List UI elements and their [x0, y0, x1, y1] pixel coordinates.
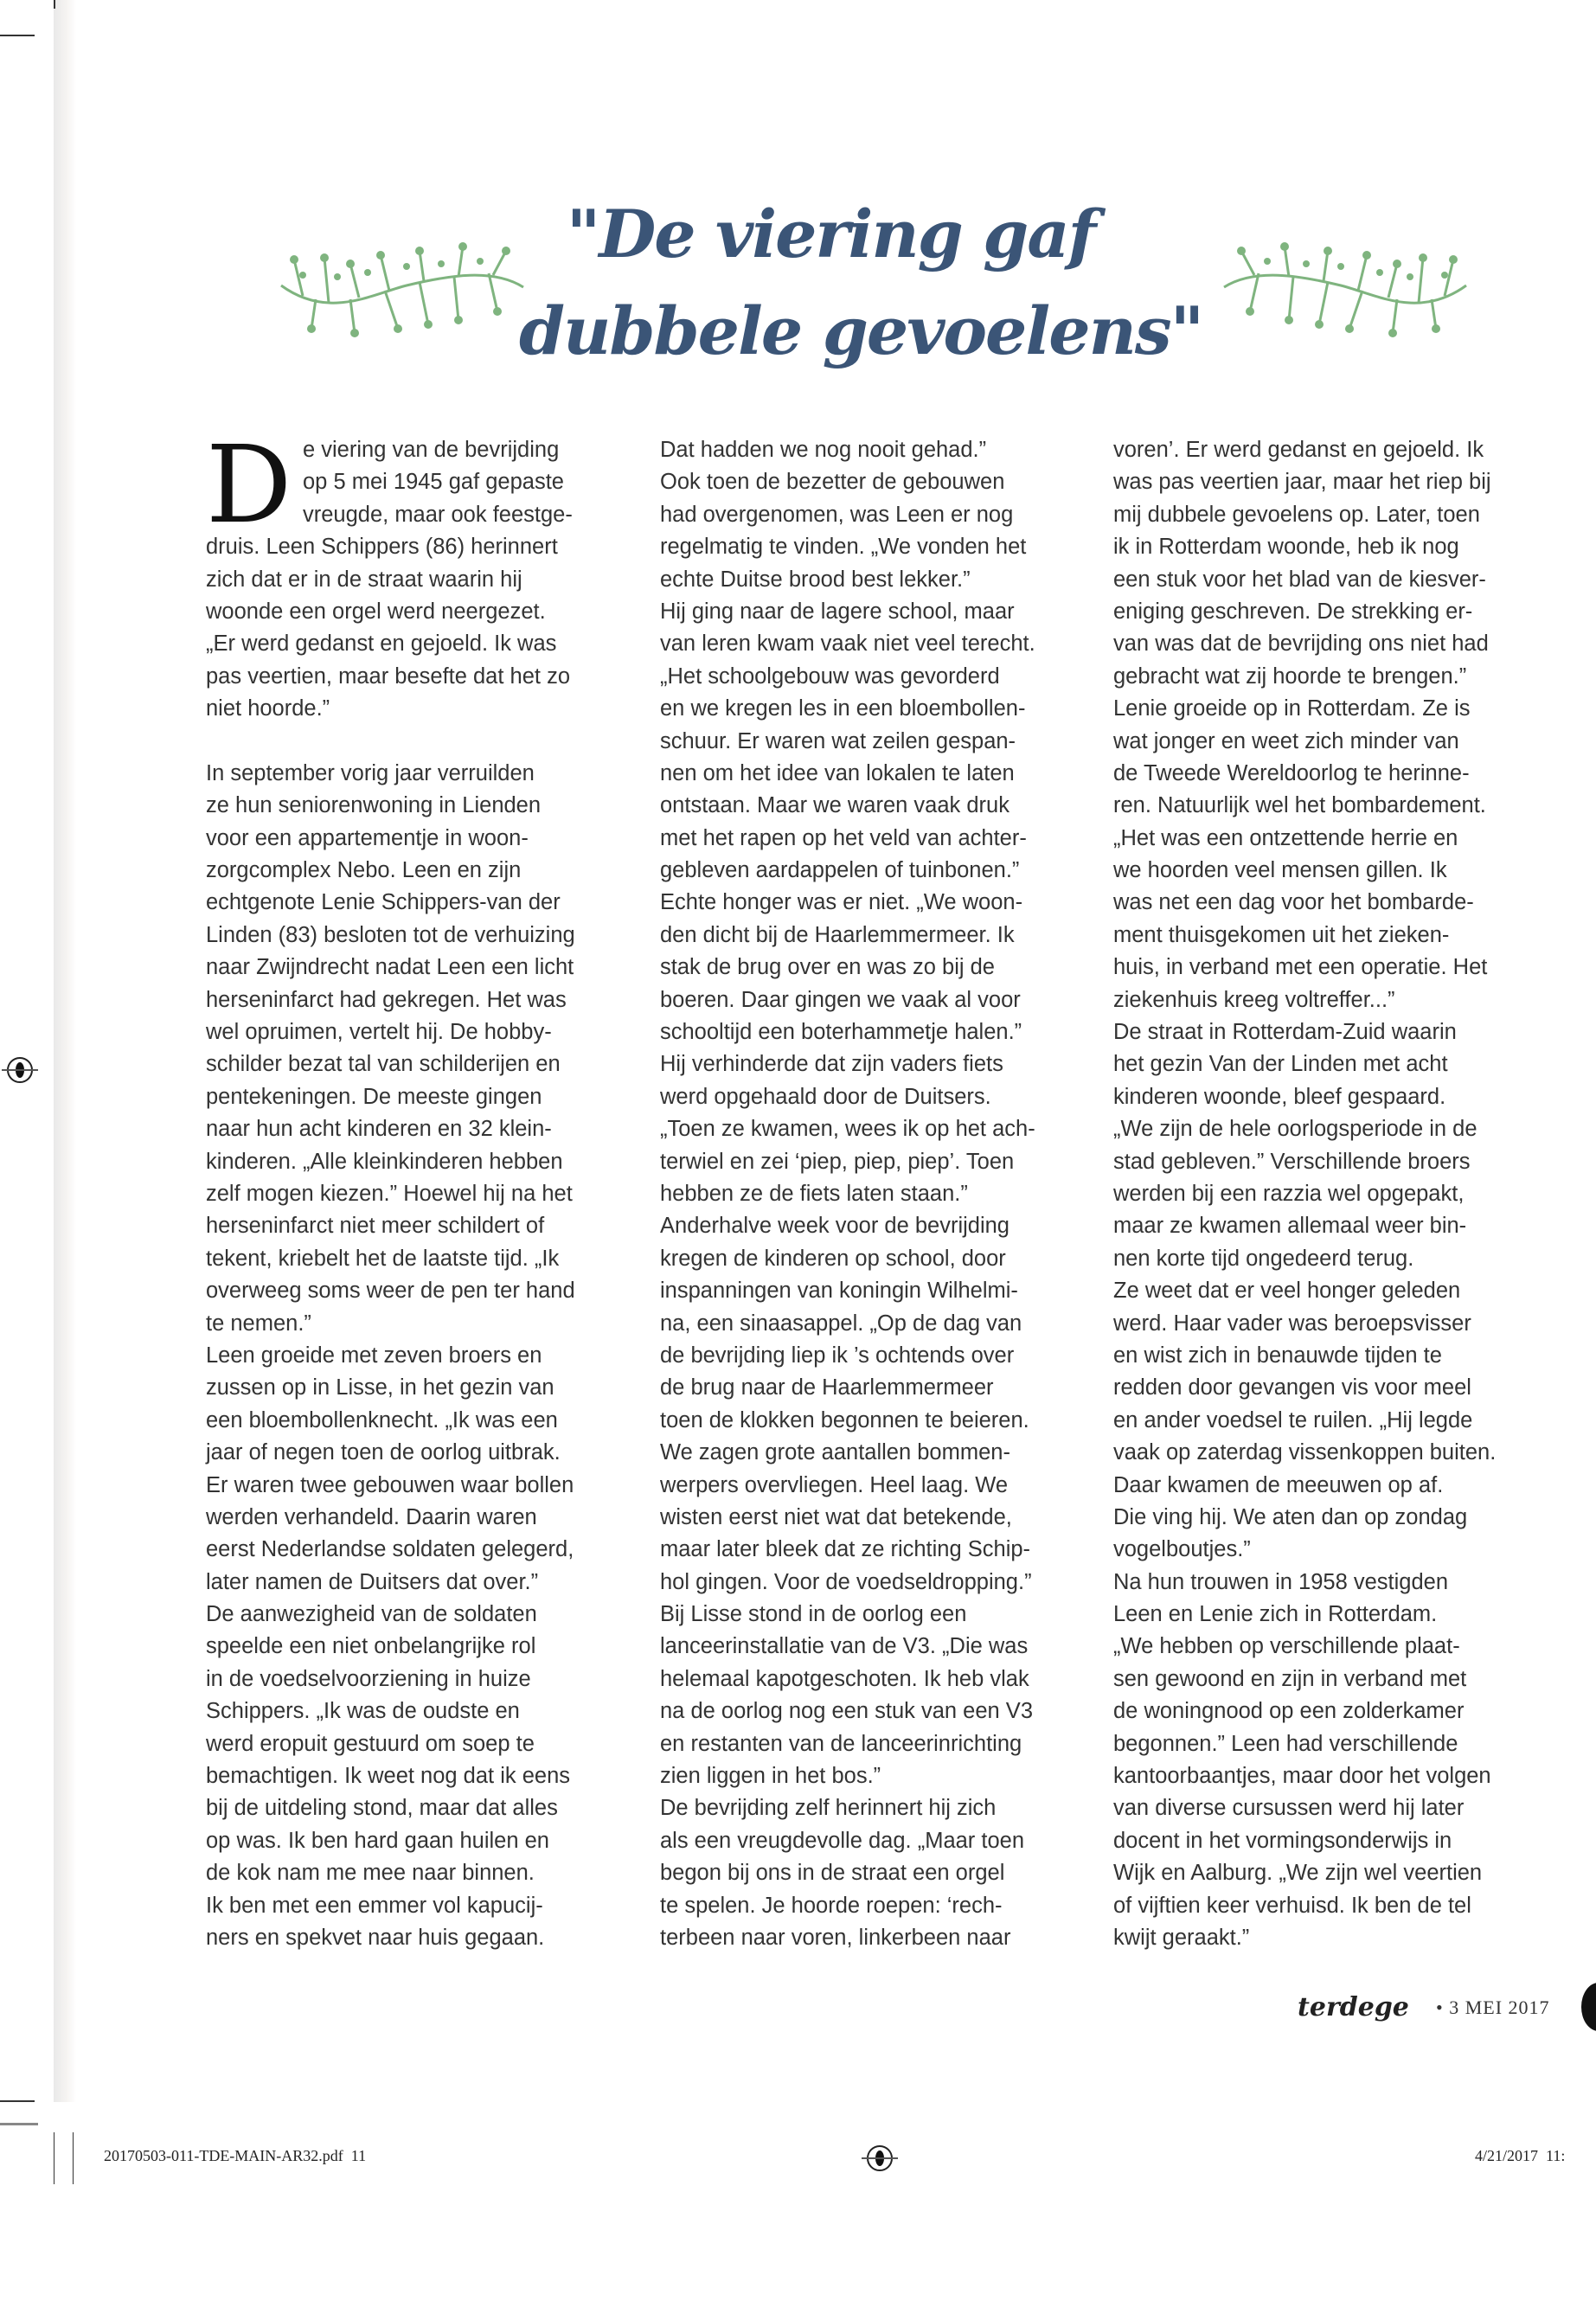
- text-line: Hij verhinderde dat zijn vaders fiets: [660, 1052, 1003, 1077]
- text-line: voor een appartementje in woon-: [206, 825, 529, 850]
- text-line: huis, in verband met een operatie. Het: [1113, 955, 1488, 980]
- text-line: „Het schoolgebouw was gevorderd: [660, 663, 1000, 689]
- text-line: werd. Haar vader was beroepsvisser: [1113, 1311, 1471, 1336]
- text-line: [206, 726, 638, 758]
- article-column-2: [660, 434, 1093, 1954]
- text-line: ren. Natuurlijk wel het bombardement.: [1113, 793, 1486, 818]
- text-line: Bij Lisse stond in de oorlog een: [660, 1602, 967, 1627]
- text-line: de woningnood op een zolderkamer: [1113, 1699, 1465, 1724]
- text-line: te spelen. Je hoorde roepen: ‘rech-: [660, 1893, 1003, 1918]
- registration-mark-icon: [7, 1057, 33, 1083]
- text-line: ners en spekvet naar huis gegaan.: [206, 1925, 545, 1950]
- drop-cap: D: [206, 423, 292, 548]
- text-line: Linden (83) besloten tot de verhuizing: [206, 922, 575, 947]
- text-line: we hoorden veel mensen gillen. Ik: [1113, 858, 1447, 883]
- text-line: jaar of negen toen de oorlog uitbrak.: [206, 1440, 561, 1465]
- crop-mark: [0, 2123, 38, 2125]
- text-line: zussen op in Lisse, in het gezin van: [206, 1375, 554, 1400]
- text-line: en wist zich in benauwde tijden te: [1113, 1343, 1442, 1368]
- text-line: schilder bezat tal van schilderijen en: [206, 1052, 561, 1077]
- text-line: op 5 mei 1945 gaf gepaste: [303, 470, 564, 495]
- text-line: van leren kwam vaak niet veel terecht.: [660, 631, 1035, 657]
- text-line: maar later bleek dat ze richting Schip-: [660, 1537, 1031, 1562]
- vine-ornament-left-icon: [277, 242, 528, 337]
- text-line: De bevrijding zelf herinnert hij zich: [660, 1796, 997, 1821]
- text-line: een bloembollenknecht. „Ik was een: [206, 1407, 558, 1433]
- crop-mark: [0, 2100, 35, 2102]
- crop-mark: [0, 35, 35, 36]
- text-line: van diverse cursussen werd hij later: [1113, 1796, 1465, 1821]
- text-line: werden verhandeld. Daarin waren: [206, 1504, 537, 1529]
- text-line: begonnen.” Leen had verschillende: [1113, 1731, 1458, 1756]
- text-line: Ze weet dat er veel honger geleden: [1113, 1279, 1461, 1304]
- text-line: vreugde, maar ook feestge-: [303, 502, 573, 527]
- text-line: na, een sinaasappel. „Op de dag van: [660, 1311, 1022, 1336]
- text-line: „We hebben op verschillende plaat-: [1113, 1634, 1460, 1659]
- text-line: zelf mogen kiezen.” Hoewel hij na het: [206, 1181, 573, 1206]
- text-line: kinderen. „Alle kleinkinderen hebben: [206, 1149, 563, 1174]
- text-line: nen om het idee van lokalen te laten: [660, 760, 1015, 785]
- text-line: vogelboutjes.”: [1113, 1537, 1251, 1562]
- text-line: Schippers. „Ik was de oudste en: [206, 1699, 520, 1724]
- text-line: gebracht wat zij hoorde te brengen.”: [1113, 663, 1467, 689]
- text-line: en we kregen les in een bloembollen-: [660, 696, 1026, 721]
- text-line: naar Zwijndrecht nadat Leen een licht: [206, 955, 574, 980]
- article-column-1: [206, 423, 638, 1954]
- text-line: kantoorbaantjes, maar door het volgen: [1113, 1764, 1491, 1789]
- text-line: en restanten van de lanceerinrichting: [660, 1731, 1022, 1756]
- text-line: met het rapen op het veld van achter-: [660, 825, 1027, 850]
- text-line: voren’. Er werd gedanst en gejoeld. Ik: [1113, 438, 1484, 462]
- text-line: eerst Nederlandse soldaten gelegerd,: [206, 1537, 574, 1562]
- crop-mark: [54, 0, 55, 9]
- text-line: Die ving hij. We aten dan op zondag: [1113, 1504, 1468, 1529]
- text-line: stak de brug over en was zo bij de: [660, 955, 995, 980]
- text-line: Dat hadden we nog nooit gehad.”: [660, 438, 987, 462]
- text-line: sen gewoond en zijn in verband met: [1113, 1666, 1467, 1691]
- text-line: Ook toen de bezetter de gebouwen: [660, 470, 1005, 495]
- text-line: als een vreugdevolle dag. „Maar toen: [660, 1828, 1025, 1853]
- registration-mark-icon: [867, 2145, 893, 2171]
- text-line: In september vorig jaar verruilden: [206, 760, 535, 785]
- text-line: na de oorlog nog een stuk van een V3: [660, 1699, 1033, 1724]
- text-line: ik in Rotterdam woonde, heb ik nog: [1113, 535, 1459, 560]
- text-line: de brug naar de Haarlemmermeer: [660, 1375, 994, 1400]
- text-line: eniging geschreven. De strekking er-: [1113, 599, 1473, 624]
- text-line: kregen de kinderen op school, door: [660, 1246, 1006, 1271]
- text-line: regelmatig te vinden. „We vonden het: [660, 535, 1027, 560]
- text-line: was net een dag voor het bombarde-: [1113, 890, 1474, 915]
- text-line: terbeen naar voren, linkerbeen naar: [660, 1925, 1011, 1950]
- text-line: Ik ben met een emmer vol kapucij-: [206, 1893, 543, 1918]
- crop-mark: [73, 2132, 74, 2184]
- text-line: toen de klokken begonnen te beieren.: [660, 1407, 1029, 1433]
- text-line: boeren. Daar gingen we vaak al voor: [660, 987, 1021, 1012]
- text-line: lanceerinstallatie van de V3. „Die was: [660, 1634, 1029, 1659]
- text-line: schuur. Er waren wat zeilen gespan-: [660, 728, 1016, 753]
- text-line: docent in het vormingsonderwijs in: [1113, 1828, 1452, 1853]
- text-line: ze hun seniorenwoning in Lienden: [206, 793, 542, 818]
- text-line: en ander voedsel te ruilen. „Hij legde: [1113, 1407, 1473, 1433]
- text-line: kinderen woonde, bleef gespaard.: [1113, 1084, 1446, 1109]
- text-line: bij de uitdeling stond, maar dat alles: [206, 1796, 558, 1821]
- text-line: later namen de Duitsers dat over.”: [206, 1569, 539, 1594]
- text-line: het gezin Van der Linden met acht: [1113, 1052, 1448, 1077]
- text-line: zien liggen in het bos.”: [660, 1764, 881, 1789]
- article-column-3: [1113, 434, 1546, 1954]
- text-line: Lenie groeide op in Rotterdam. Ze is: [1113, 696, 1471, 721]
- vine-ornament-right-icon: [1220, 242, 1471, 337]
- text-line: „Er werd gedanst en gejoeld. Ik was: [206, 631, 557, 657]
- text-line: wat jonger en weet zich minder van: [1113, 728, 1459, 753]
- text-line: herseninfarct niet meer schildert of: [206, 1214, 545, 1239]
- text-line: herseninfarct had gekregen. Het was: [206, 987, 567, 1012]
- text-line: inspanningen van koningin Wilhelmi-: [660, 1279, 1018, 1304]
- text-line: schooltijd een boterhammetje halen.”: [660, 1020, 1022, 1045]
- title-line-1: "De viering gaf: [566, 195, 1095, 272]
- page-number-badge: [1581, 1983, 1596, 2031]
- print-slug-filename: 20170503-011-TDE-MAIN-AR32.pdf 11: [104, 2147, 367, 2164]
- text-line: Anderhalve week voor de bevrijding: [660, 1214, 1010, 1239]
- text-line: echte Duitse brood best lekker.”: [660, 567, 971, 592]
- text-line: of vijftien keer verhuisd. Ik ben de tel: [1113, 1893, 1471, 1918]
- text-line: „Toen ze kwamen, wees ik op het ach-: [660, 1117, 1035, 1142]
- print-slug-timestamp: 4/21/2017 11:: [1475, 2147, 1566, 2164]
- text-line: werden bij een razzia wel opgepakt,: [1113, 1181, 1465, 1206]
- text-line: den dicht bij de Haarlemmermeer. Ik: [660, 922, 1015, 947]
- text-line: te nemen.”: [206, 1311, 311, 1336]
- text-line: Echte honger was er niet. „We woon-: [660, 890, 1023, 915]
- text-line: ment thuisgekomen uit het zieken-: [1113, 922, 1450, 947]
- text-line: werd opgehaald door de Duitsers.: [660, 1084, 991, 1109]
- text-line: hebben ze de fiets laten staan.”: [660, 1181, 968, 1206]
- text-line: de kok nam me mee naar binnen.: [206, 1861, 535, 1886]
- text-line: hol gingen. Voor de voedseldropping.”: [660, 1569, 1032, 1594]
- text-line: bemachtigen. Ik weet nog dat ik eens: [206, 1764, 571, 1789]
- text-line: ziekenhuis kreeg voltreffer...”: [1113, 987, 1395, 1012]
- text-line: „We zijn de hele oorlogsperiode in de: [1113, 1117, 1477, 1142]
- text-line: werd eropuit gestuurd om soep te: [206, 1731, 535, 1756]
- text-line: „Het was een ontzettende herrie en: [1113, 825, 1458, 850]
- page-edge-shadow: [54, 0, 76, 2102]
- text-line: niet hoorde.”: [206, 696, 330, 721]
- text-line: gebleven aardappelen of tuinbonen.”: [660, 858, 1020, 883]
- text-line: Wijk en Aalburg. „We zijn wel veertien: [1113, 1861, 1483, 1886]
- title-line-2: dubbele gevoelens": [519, 292, 1203, 369]
- text-line: wisten eerst niet wat dat betekende,: [660, 1504, 1012, 1529]
- text-line: vaak op zaterdag vissenkoppen buiten.: [1113, 1440, 1497, 1465]
- footer-separator: •: [1436, 1997, 1444, 2018]
- text-line: ontstaan. Maar we waren vaak druk: [660, 793, 1010, 818]
- text-line: De straat in Rotterdam-Zuid waarin: [1113, 1020, 1457, 1045]
- text-line: de Tweede Wereldoorlog te herinne-: [1113, 760, 1470, 785]
- issue-date-text: 3 MEI 2017: [1449, 1997, 1550, 2018]
- text-line: van was dat de bevrijding ons niet had: [1113, 631, 1489, 657]
- text-line: Na hun trouwen in 1958 vestigden: [1113, 1569, 1449, 1594]
- text-line: mij dubbele gevoelens op. Later, toen: [1113, 502, 1480, 527]
- text-line: Leen groeide met zeven broers en: [206, 1343, 542, 1368]
- text-line: Er waren twee gebouwen waar bollen: [206, 1472, 574, 1497]
- text-line: tekent, kriebelt het de laatste tijd. „Ik: [206, 1246, 560, 1271]
- text-line: terwiel en zei ‘piep, piep, piep’. Toen: [660, 1149, 1015, 1174]
- text-line: redden door gevangen vis voor meel: [1113, 1375, 1471, 1400]
- text-line: begon bij ons in de straat een orgel: [660, 1861, 1005, 1886]
- text-line: We zagen grote aantallen bommen-: [660, 1440, 1010, 1465]
- text-line: overweeg soms weer de pen ter hand: [206, 1279, 575, 1304]
- text-line: echtgenote Lenie Schippers-van der: [206, 890, 561, 915]
- text-line: de bevrijding liep ik ’s ochtends over: [660, 1343, 1015, 1368]
- text-line: zorgcomplex Nebo. Leen en zijn: [206, 858, 522, 883]
- text-line: Leen en Lenie zich in Rotterdam.: [1113, 1602, 1438, 1627]
- text-line: Hij ging naar de lagere school, maar: [660, 599, 1015, 624]
- text-line: had overgenomen, was Leen er nog: [660, 502, 1014, 527]
- text-line: maar ze kwamen allemaal weer bin-: [1113, 1214, 1467, 1239]
- text-line: druis. Leen Schippers (86) herinnert: [206, 535, 558, 560]
- text-line: wel opruimen, vertelt hij. De hobby-: [206, 1020, 552, 1045]
- text-line: helemaal kapotgeschoten. Ik heb vlak: [660, 1666, 1029, 1691]
- text-line: werpers overvliegen. Heel laag. We: [660, 1472, 1009, 1497]
- text-line: nen korte tijd ongedeerd terug.: [1113, 1246, 1414, 1271]
- text-line: zich dat er in de straat waarin hij: [206, 567, 522, 592]
- text-line: op was. Ik ben hard gaan huilen en: [206, 1828, 549, 1853]
- text-line: kwijt geraakt.”: [1113, 1925, 1250, 1950]
- text-line: De aanwezigheid van de soldaten: [206, 1602, 537, 1627]
- magazine-brand: terdege: [1298, 1992, 1409, 2022]
- text-line: naar hun acht kinderen en 32 klein-: [206, 1117, 552, 1142]
- text-line: pas veertien, maar besefte dat het zo: [206, 663, 570, 689]
- issue-date: [1436, 1997, 1550, 2019]
- text-line: in de voedselvoorziening in huize: [206, 1666, 531, 1691]
- text-line: Daar kwamen de meeuwen op af.: [1113, 1472, 1444, 1497]
- text-line: speelde een niet onbelangrijke rol: [206, 1634, 536, 1659]
- article-title: [519, 186, 1203, 380]
- text-line: een stuk voor het blad van de kiesver-: [1113, 567, 1486, 592]
- text-line: was pas veertien jaar, maar het riep bij: [1113, 470, 1491, 495]
- text-line: pentekeningen. De meeste gingen: [206, 1084, 542, 1109]
- text-line: e viering van de bevrijding: [303, 438, 560, 462]
- text-line: woonde een orgel werd neergezet.: [206, 599, 546, 624]
- text-line: stad gebleven.” Verschillende broers: [1113, 1149, 1471, 1174]
